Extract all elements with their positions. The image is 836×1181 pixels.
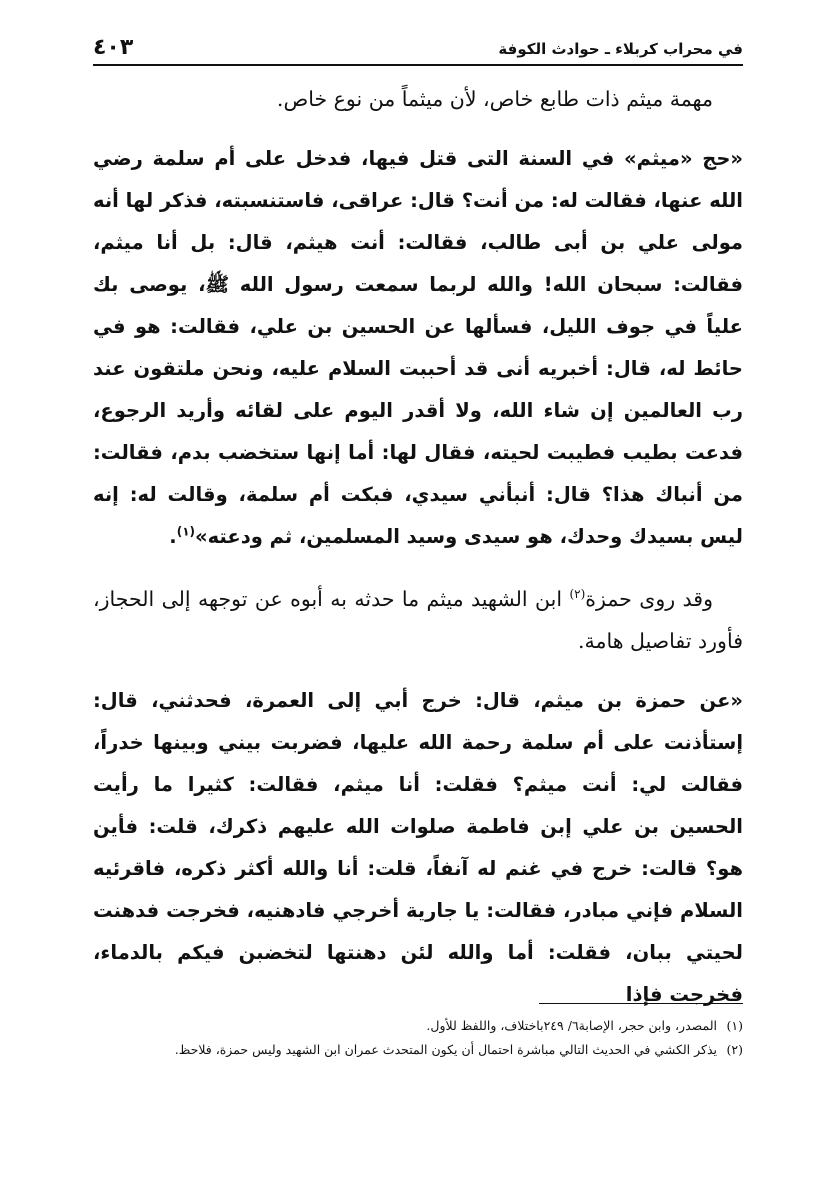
footnotes <box>93 1014 743 1062</box>
paragraph-hamza-rest: ابن الشهيد ميثم ما حدثه به أبوه عن توجهه إلى الحجاز، فأورد تفاصيل هامة. <box>93 587 743 653</box>
running-header <box>93 28 743 66</box>
footnote-divider <box>539 1003 743 1004</box>
paragraph-hamza-start: وقد روى حمزة <box>585 587 713 611</box>
footnote-text: المصدر، وابن حجر، الإصابة٦/ ٢٤٩باختلاف، واللفظ للأول. <box>426 1018 717 1033</box>
quote-paragraph-hamza-narration: «عن حمزة بن ميثم، قال: خرج أبي إلى العمرة، فحدثني، قال: إستأذنت على أم سلمة رحمة الله عليها، فضربت بيني وبينها خدراً، فقالت لي: أنت ميثم؟ فقلت: أنا ميثم، فقالت: كثيرا ما رأيت الحسين بن علي إبن فاطمة صلوات الله عليهم ذكرك، قلت: فأين هو؟ قالت: خرج في غنم له آنفاً، قلت: أنا والله أكثر ذكره، فاقرئيه السلام فإني مبادر، فقالت: يا جارية أخرجي فادهنيه، فخرجت فدهنت لحيتي ببان، فقلت: أما والله لئن دهنتها لتخضبن فيكم بالدماء، فخرجت فإذا <box>93 689 743 1006</box>
footnote-marker: (٢) <box>726 1042 743 1057</box>
footnote-2 <box>93 1038 743 1062</box>
footnote-marker: (١) <box>726 1018 743 1033</box>
footnote-1 <box>93 1014 743 1038</box>
paragraph-hamza <box>93 578 743 662</box>
footnote-reference-1[interactable]: (١) <box>176 524 195 539</box>
quote-text: «حج «ميثم» في السنة التى قتل فيها، فدخل على أم سلمة رضي الله عنها، فقالت له: من أنت؟ قال: عراقى، فاستنسبته، فذكر لها أنه مولى علي بن أبى طالب، فقالت: أنت هيثم، قال: بل أنا ميثم، فقالت: سبحان الله! والله لربما سمعت رسول الله ﷺ، يوصى بك علياً في جوف الليل، فسألها عن الحسين بن علي، فقالت: هو في حائط له، قال: أخبريه أنى قد أحببت السلام عليه، ونحن ملتقون عند رب العالمين إن شاء الله، ولا أقدر اليوم على لقائه وأريد الرجوع، فدعت بطيب فطيبت لحيته، فقال لها: أما إنها ستخضب بدم، فقالت: من أنباك هذا؟ قال: أنبأني سيدي، فبكت أم سلمة، وقالت له: إنه ليس بسيدك وحدك، هو سيدى وسيد المسلمين، ثم ودعته» <box>93 147 743 548</box>
footnote-text: يذكر الكشي في الحديث التالي مباشرة احتمال أن يكون المتحدث عمران ابن الشهيد وليس حمزة، فلاحظ. <box>174 1042 717 1057</box>
header-title: في محراب كربلاء ـ حوادث الكوفة <box>498 40 743 58</box>
paragraph-intro: مهمة ميثم ذات طابع خاص، لأن ميثماً من نوع خاص. <box>276 87 713 111</box>
quote-paragraph-um-salama <box>93 138 743 558</box>
main-text <box>93 78 743 1016</box>
page-number: ٤٠٣ <box>93 35 134 60</box>
footnote-reference-2[interactable]: (٢) <box>569 587 586 602</box>
quote-end-punctuation: . <box>169 525 177 548</box>
